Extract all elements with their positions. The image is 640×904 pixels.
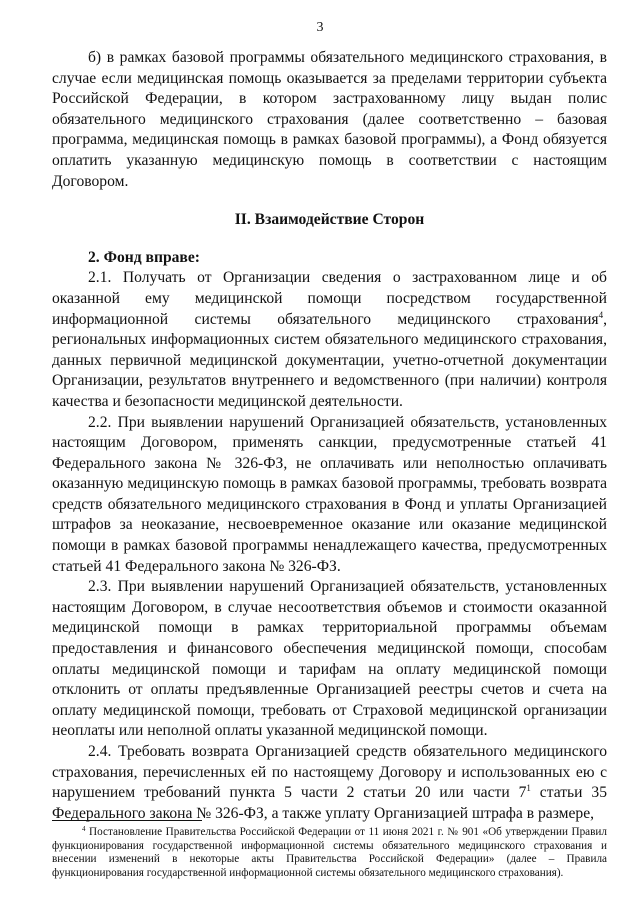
clause-2-4-text-start: 2.4. Требовать возврата Организацией средств обязательного медицинского страхования, перечисленных ей по настоящему Договору и использованных ею с нарушением требований пункта 5 части 2 статьи 20 или части 7 <box>52 743 607 802</box>
section-title: II. Взаимодействие Сторон <box>234 211 425 229</box>
clause-2-heading: 2. Фонд вправе: <box>88 248 200 266</box>
clause-2-4 <box>52 742 607 824</box>
part-superscript: 1 <box>526 783 531 794</box>
page-number: 3 <box>316 20 324 35</box>
clause-2-2: 2.2. При выявлении нарушений Организацией обязательств, установленных настоящим Договором, применять санкции, предусмотренные статьей 41 Федерального закона № 326-ФЗ, не оплачивать или неполностью оплачивать оказанную медицинскую помощь в рамках базовой программы, требовать возврата средств обязательного медицинского страхования в Фонд и уплаты Организацией штрафов за неоказание, несвоевременное оказание или оказание медицинской помощи в рамках базовой программы ненадлежащего качества, предусмотренных статьей 41 Федерального закона № 326-ФЗ. <box>52 413 607 575</box>
document-body <box>52 48 607 824</box>
clause-2-4-text-end: статьи 35 Федерального закона № 326-ФЗ, а также уплату Организацией штрафа в размере, <box>52 784 608 822</box>
clause-2-1-text-end: , региональных информационных систем обязательного медицинского страхования, данных первичной медицинской документации, учетно-отчетной документации Организации, результатов внутреннего и ведомственного (при наличии) контроля качества и безопасности медицинской деятельности. <box>52 310 607 410</box>
clause-2-3: 2.3. При выявлении нарушений Организацией обязательств, установленных настоящим Договором, в случае несоответствия объемов и стоимости оказанной медицинской помощи в рамках территориальной программы объемам предоставления и финансового обеспечения медицинской помощи, способам оплаты медицинской помощи и тарифам на оплату медицинской помощи отклонить от оплаты предъявленные Организацией реестры счетов и счета на оплату медицинской помощи, требовать от Страховой медицинской организации неоплаты или неполной оплаты указанной медицинской помощи. <box>52 578 607 740</box>
footnote-text: Постановление Правительства Российской Федерации от 11 июня 2021 г. № 901 «Об утверждении Правил функционирования государственной информационной системы обязательного медицинского страхования и внесении изменений в некоторые акты Правительства Российской Федерации» (далее – Правила функционирования государственной информационной системы обязательного медицинского страхования). <box>52 826 607 879</box>
intro-paragraph: б) в рамках базовой программы обязательного медицинского страхования, в случае если медицинская помощь оказывается за пределами территории субъекта Российской Федерации, в котором застрахованному лицу выдан полис обязательного медицинского страхования (далее соответственно – базовая программа, медицинская помощь в рамках базовой программы), а Фонд обязуется оплатить указанную медицинскую помощь в соответствии с настоящим Договором. <box>52 49 607 190</box>
footnote-divider <box>52 820 202 821</box>
clause-2-1-text-start: 2.1. Получать от Организации сведения о застрахованном лице и об оказанной ему медицинской помощи посредством государственной информационной системы обязательного медицинского страхования <box>52 269 607 328</box>
clause-2-1 <box>52 268 607 412</box>
footnote-marker: 4 <box>82 825 86 833</box>
footnote <box>52 826 607 880</box>
footnote-reference: 4 <box>598 309 604 320</box>
